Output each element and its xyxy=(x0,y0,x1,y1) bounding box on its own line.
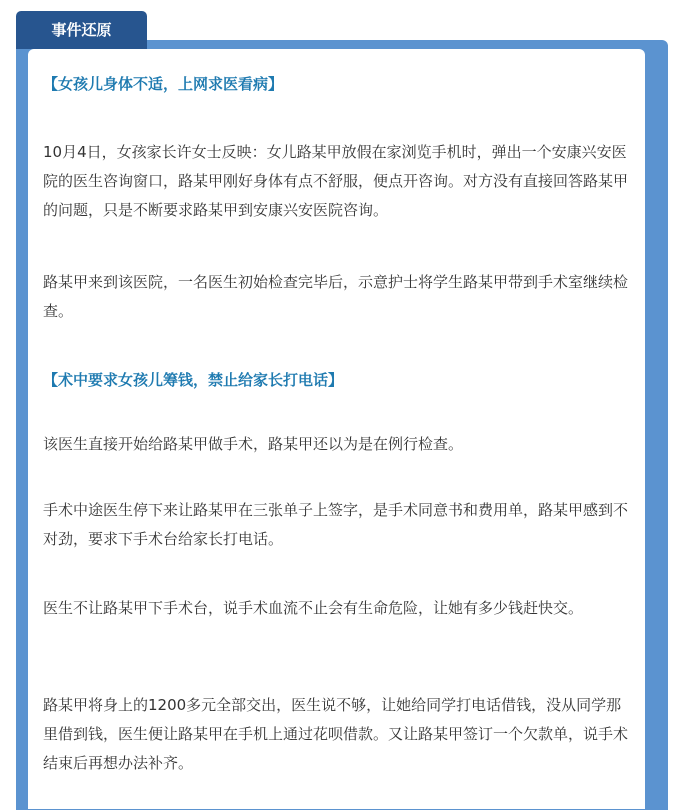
paragraph-1: 10月4日，女孩家长许女士反映：女儿路某甲放假在家浏览手机时，弹出一个安康兴安医院的医生咨询窗口，路某甲刚好身体有点不舒服，便点开咨询。对方没有直接回答路某甲的问题，只是不断要求路某甲到安康兴安医院咨询。 xyxy=(43,143,629,219)
paragraph-6: 路某甲将身上的1200多元全部交出，医生说不够，让她给同学打电话借钱，没从同学那里借到钱，医生便让路某甲在手机上通过花呗借款。又让路某甲签订一个欠款单，说手术结束后再想办法补齐。 xyxy=(43,696,629,772)
paragraph-2: 路某甲来到该医院，一名医生初始检查完毕后，示意护士将学生路某甲带到手术室继续检查。 xyxy=(43,273,629,320)
section-heading-1: 【女孩儿身体不适，上网求医看病】 xyxy=(43,75,284,93)
paragraph-5: 医生不让路某甲下手术台，说手术血流不止会有生命危险，让她有多少钱赶快交。 xyxy=(43,599,584,617)
section-heading-2: 【术中要求女孩儿筹钱，禁止给家长打电话】 xyxy=(43,371,344,389)
paragraph-4: 手术中途医生停下来让路某甲在三张单子上签字，是手术同意书和费用单，路某甲感到不对劲，要求下手术台给家长打电话。 xyxy=(43,501,629,548)
section-tab: 事件还原 xyxy=(16,11,147,49)
paragraph-3: 该医生直接开始给路某甲做手术，路某甲还以为是在例行检查。 xyxy=(43,435,464,453)
